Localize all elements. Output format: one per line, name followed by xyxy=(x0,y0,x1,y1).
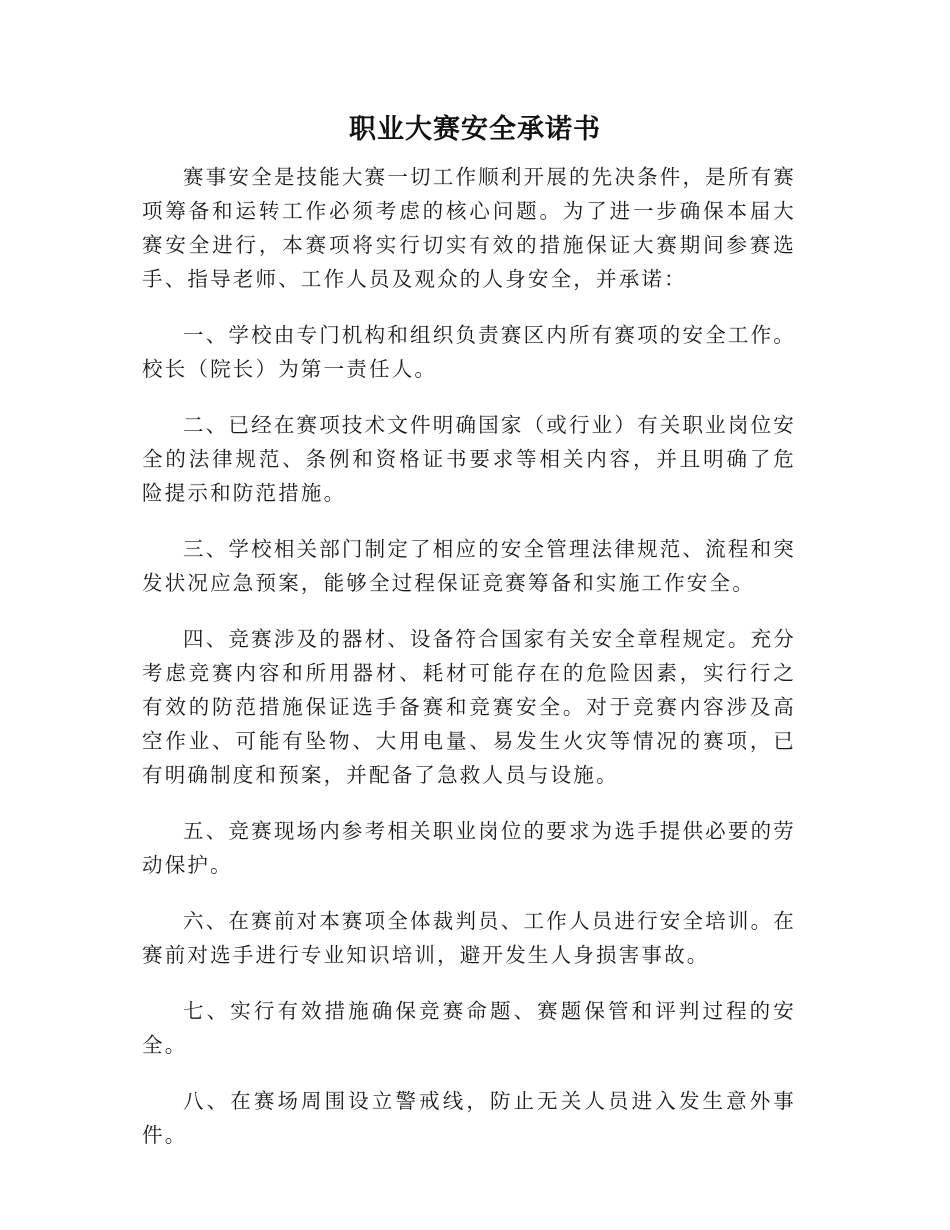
paragraph-item-4: 四、竞赛涉及的器材、设备符合国家有关安全章程规定。充分考虑竞赛内容和所用器材、耗材可能存在的危险因素，实行行之有效的防范措施保证选手备赛和竞赛安全。对于竞赛内容涉及高空作业、可能有坠物、大用电量、易发生火灾等情况的赛项，已有明确制度和预案，并配备了急救人员与设施。 xyxy=(142,627,796,787)
document-title: 职业大赛安全承诺书 xyxy=(349,114,601,145)
paragraph-intro: 赛事安全是技能大赛一切工作顺利开展的先决条件，是所有赛项筹备和运转工作必须考虑的核心问题。为了进一步确保本届大赛安全进行，本赛项将实行切实有效的措施保证大赛期间参赛选手、指导老师、工作人员及观众的人身安全，并承诺： xyxy=(142,165,796,291)
paragraph-item-6: 六、在赛前对本赛项全体裁判员、工作人员进行安全培训。在赛前对选手进行专业知识培训，避开发生人身损害事故。 xyxy=(142,909,796,967)
paragraph-item-1: 一、学校由专门机构和组织负责赛区内所有赛项的安全工作。校长（院长）为第一责任人。 xyxy=(142,323,796,381)
paragraph-item-8: 八、在赛场周围设立警戒线，防止无关人员进入发生意外事件。 xyxy=(142,1089,796,1147)
paragraph-item-2: 二、已经在赛项技术文件明确国家（或行业）有关职业岗位安全的法律规范、条例和资格证书要求等相关内容，并且明确了危险提示和防范措施。 xyxy=(142,413,796,505)
paragraph-item-3: 三、学校相关部门制定了相应的安全管理法律规范、流程和突发状况应急预案，能够全过程保证竞赛筹备和实施工作安全。 xyxy=(142,537,796,595)
document-body xyxy=(142,160,796,1174)
paragraph-item-7: 七、实行有效措施确保竞赛命题、赛题保管和评判过程的安全。 xyxy=(142,999,796,1057)
paragraph-item-5: 五、竞赛现场内参考相关职业岗位的要求为选手提供必要的劳动保护。 xyxy=(142,819,796,877)
